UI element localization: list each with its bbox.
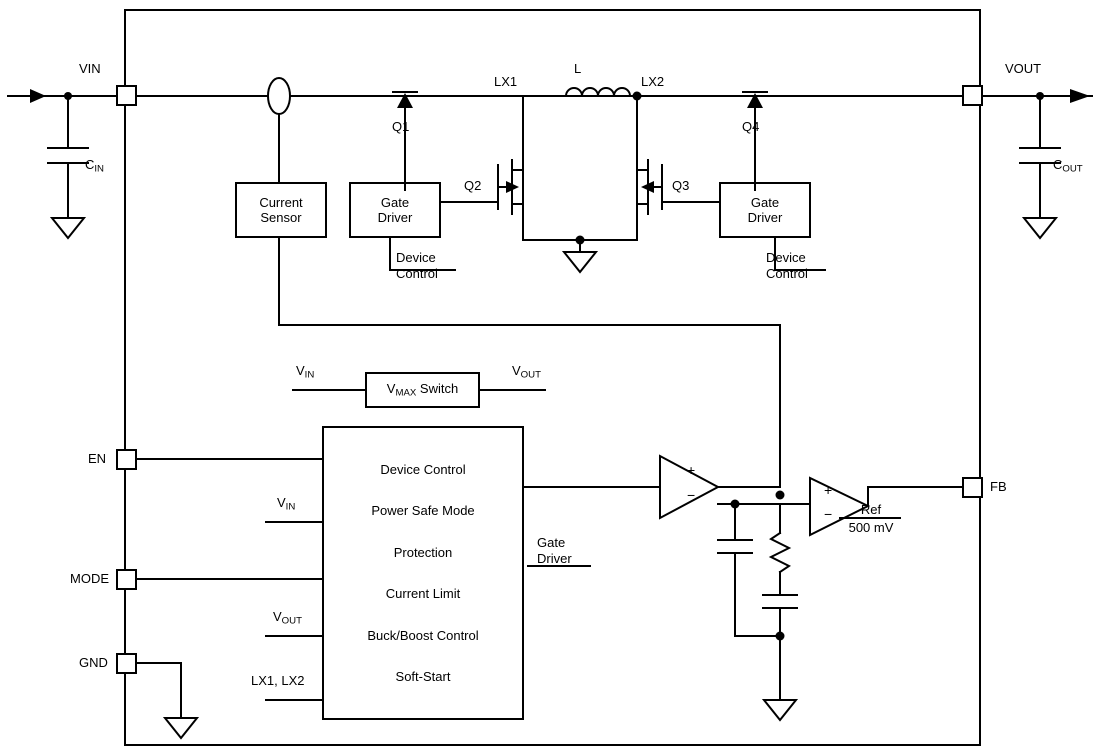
pin-label-fb: FB xyxy=(990,479,1007,494)
gate-driver-right-line2: Driver xyxy=(747,210,783,225)
transistor-label-q2: Q2 xyxy=(464,178,482,193)
controller-input-vout-label xyxy=(273,610,302,626)
vmax-out-text: V xyxy=(512,363,521,378)
controller-input-lx-label: LX1, LX2 xyxy=(251,673,305,688)
gate-driver-out-label xyxy=(537,535,572,568)
pin-pad-gnd xyxy=(117,654,136,673)
current-sensor-line2: Sensor xyxy=(260,210,302,225)
pin-label-mode: MODE xyxy=(70,571,109,586)
transistor-label-q3: Q3 xyxy=(672,178,690,193)
pin-label-vout: VOUT xyxy=(1005,61,1042,76)
cout-ground-symbol xyxy=(1024,218,1056,238)
gnd-ground-symbol xyxy=(165,718,197,738)
controller-item-protection: Protection xyxy=(393,544,453,560)
device-control-left-line1: Device xyxy=(396,250,436,265)
vmax-in-sub: IN xyxy=(304,369,315,381)
vmax-in-text: V xyxy=(296,363,305,378)
pin-label-vin: VIN xyxy=(79,61,101,76)
pgnd-symbol xyxy=(564,252,596,272)
device-control-right-label xyxy=(766,250,808,283)
controller-input-vout-sub: OUT xyxy=(281,615,302,627)
transistor-label-q4: Q4 xyxy=(742,119,760,134)
vmax-switch-block xyxy=(366,373,479,407)
controller-item-soft-start: Soft-Start xyxy=(395,668,451,684)
cout-label xyxy=(1053,158,1083,174)
cin-label-sub: IN xyxy=(94,163,105,175)
vmax-switch-prefix: V xyxy=(386,381,396,397)
vmax-out-sub: OUT xyxy=(520,369,541,381)
vmax-switch-text xyxy=(387,381,458,398)
controller-input-vout-text: V xyxy=(273,609,282,624)
controller-input-vin-label xyxy=(277,496,295,512)
device-control-left-label xyxy=(396,250,438,283)
error-amp-plus: + xyxy=(687,462,696,478)
pin-pad-fb xyxy=(963,478,982,497)
vmax-switch-suffix: Switch xyxy=(416,381,459,397)
inductor-label: L xyxy=(574,61,582,76)
controller-item-power-safe-mode: Power Safe Mode xyxy=(371,503,475,519)
transistor-label-q1: Q1 xyxy=(392,119,410,134)
pin-label-gnd: GND xyxy=(79,655,108,670)
pin-pad-mode xyxy=(117,570,136,589)
cin-ground-symbol xyxy=(52,218,84,238)
comp-net-dot-right xyxy=(776,491,785,500)
inductor-coil xyxy=(566,88,630,96)
cout-label-sub: OUT xyxy=(1062,163,1083,175)
gate-driver-right-line1: Gate xyxy=(750,195,780,210)
gate-driver-left-line2: Driver xyxy=(377,210,413,225)
vmax-in-label xyxy=(296,364,314,380)
pin-pad-vout xyxy=(963,86,982,105)
comp-ground-symbol xyxy=(764,700,796,720)
error-amp-minus: − xyxy=(687,487,696,503)
vin-arrow xyxy=(30,89,46,103)
controller-feature-list xyxy=(323,462,523,684)
cin-label xyxy=(85,158,104,174)
pin-pad-en xyxy=(117,450,136,469)
gate-driver-right-block xyxy=(720,183,810,237)
comparator-plus: + xyxy=(824,482,833,498)
current-sensor-line1: Current xyxy=(259,195,303,210)
gate-driver-left-line1: Gate xyxy=(380,195,410,210)
device-control-right-line1: Device xyxy=(766,250,806,265)
controller-input-vin-text: V xyxy=(277,495,286,510)
vmax-switch-sub: MAX xyxy=(395,387,417,399)
reference-value: 500 mV xyxy=(848,520,894,535)
node-label-lx1: LX1 xyxy=(494,74,518,89)
pin-label-en: EN xyxy=(88,451,107,466)
controller-item-current-limit: Current Limit xyxy=(385,586,461,602)
gate-driver-left-block xyxy=(350,183,440,237)
vout-arrow xyxy=(1070,89,1090,103)
current-sense-element xyxy=(268,78,290,114)
comparator-minus: − xyxy=(824,506,833,522)
device-control-left-line2: Control xyxy=(396,266,438,282)
controller-item-buck-boost-control: Buck/Boost Control xyxy=(367,627,479,643)
cout-label-text: C xyxy=(1053,157,1063,172)
device-control-right-line2: Control xyxy=(766,266,808,282)
cin-label-text: C xyxy=(85,157,95,172)
controller-item-device-control: Device Control xyxy=(380,462,466,477)
comp-resistor xyxy=(771,533,789,572)
gate-driver-out-line1: Gate xyxy=(537,535,566,550)
current-sensor-block xyxy=(236,183,326,237)
reference-label: Ref xyxy=(860,502,882,517)
node-label-lx2: LX2 xyxy=(641,74,665,89)
vmax-out-label xyxy=(512,364,541,380)
pin-pad-vin xyxy=(117,86,136,105)
controller-input-vin-sub: IN xyxy=(285,501,296,513)
gate-driver-out-line2: Driver xyxy=(537,551,572,567)
ic-boundary xyxy=(125,10,980,745)
